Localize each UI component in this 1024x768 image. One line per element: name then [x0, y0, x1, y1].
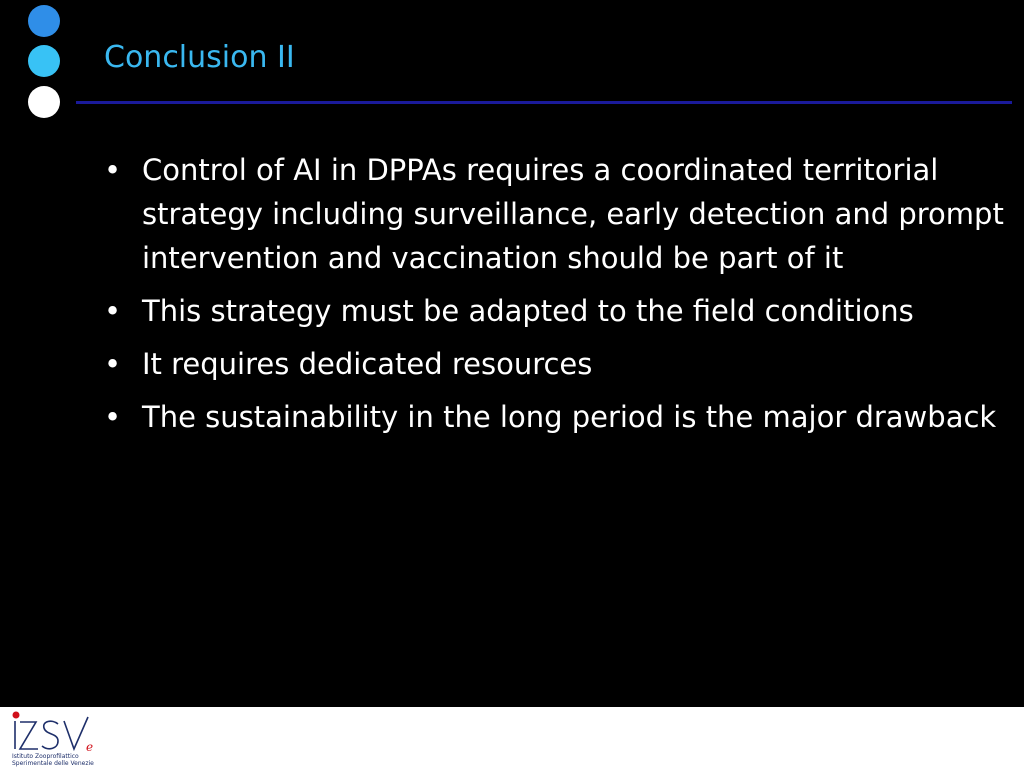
- footer-bar: [0, 707, 1024, 768]
- bullet-text: This strategy must be adapted to the field conditions: [142, 294, 914, 328]
- izsve-logo: [8, 711, 98, 767]
- slide-title: Conclusion II: [104, 40, 295, 75]
- bullet-list: [104, 148, 1004, 448]
- logo-mark-s: [42, 721, 58, 749]
- logo-caption-line2: Sperimentale delle Venezie: [12, 760, 94, 767]
- bullet-marker: •: [104, 400, 122, 434]
- logo-mark-z: [20, 722, 38, 749]
- bullet-item: [104, 342, 1004, 386]
- bullet-marker: •: [104, 347, 122, 381]
- bullet-item: [104, 148, 1004, 280]
- decorative-dot-white: [28, 86, 60, 118]
- logo-mark-e: e: [86, 740, 94, 754]
- decorative-dot-blue: [28, 5, 60, 37]
- decorative-dot-cyan: [28, 45, 60, 77]
- bullet-item: [104, 289, 1004, 333]
- logo-caption-line1: Istituto Zooprofilattico: [12, 753, 79, 760]
- bullet-marker: •: [104, 294, 122, 328]
- bullet-text: Control of AI in DPPAs requires a coordinated territorial strategy including surveillance, early detection and prompt intervention and vaccination should be part of it: [142, 153, 1004, 275]
- logo-red-dot: [13, 712, 20, 719]
- title-underline: [76, 101, 1012, 104]
- bullet-text: The sustainability in the long period is the major drawback: [142, 400, 997, 434]
- bullet-text: It requires dedicated resources: [142, 347, 593, 381]
- bullet-item: [104, 395, 1004, 439]
- logo-mark-v: [64, 717, 88, 749]
- bullet-marker: •: [104, 153, 122, 187]
